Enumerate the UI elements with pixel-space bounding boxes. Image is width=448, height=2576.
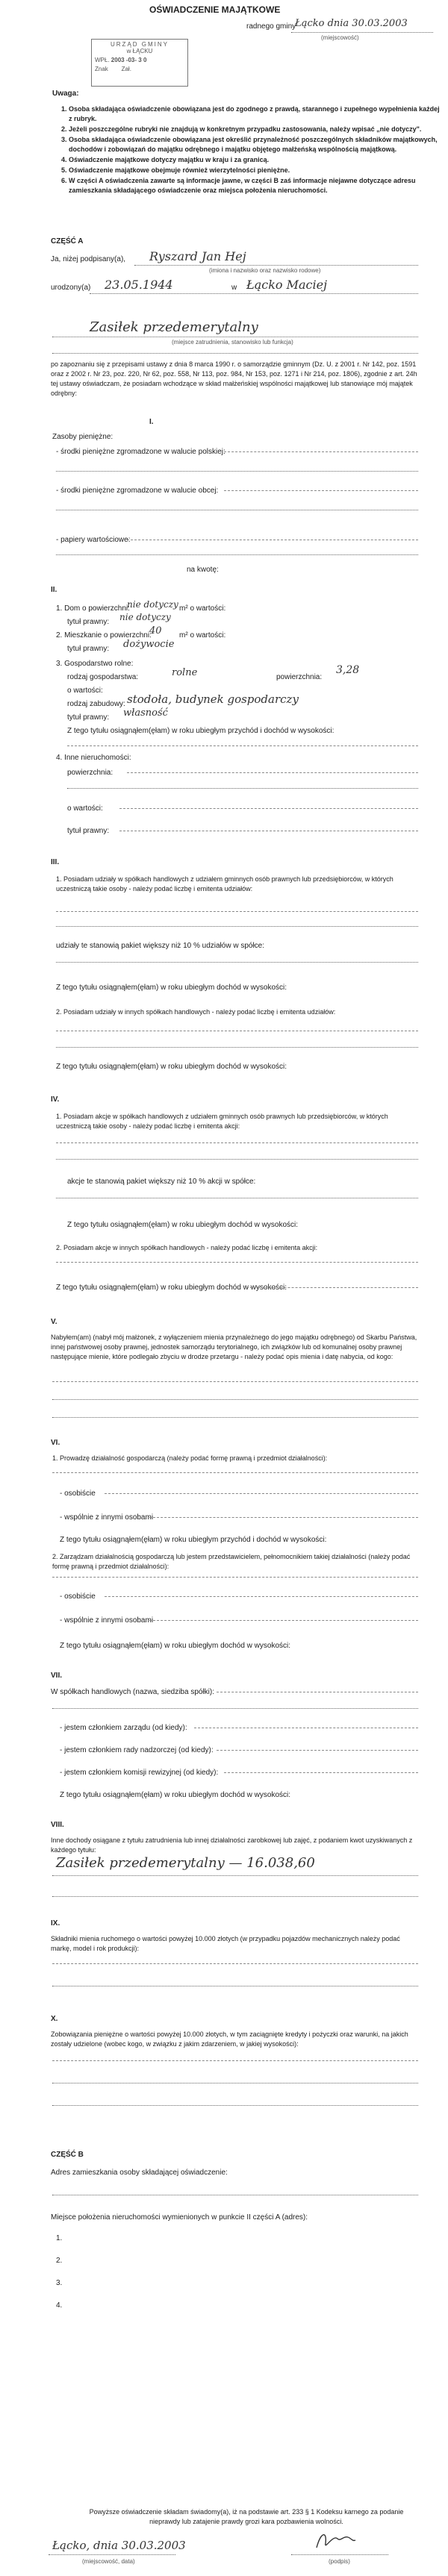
section-3-dochod: Z tego tytułu osiągnąłem(ęłam) w roku ubiegłym dochód w wysokości: <box>56 984 287 992</box>
section-8-handwritten: Zasiłek przedemerytalny — 16.038,60 <box>56 1855 315 1871</box>
uwagi-list <box>52 104 442 196</box>
s6-wspolnie: - wspólnie z innymi osobami <box>60 1513 154 1522</box>
s6-line-2 <box>105 1492 418 1494</box>
uwaga-2: 2. Jeżeli poszczególne rubryki nie znajdują w konkretnym przypadku zastosowania, należy wpisać „nie dotyczy". <box>69 125 442 134</box>
s5-line-2 <box>52 1398 418 1400</box>
signature-scribble <box>314 2528 358 2552</box>
uwaga-1: 1. Osoba składająca oświadczenie obowiązana jest do zgodnego z prawdą, starannego i zupełnego wypełnienia każdej z rubryk. <box>69 104 442 124</box>
s7-dochod: Z tego tytułu osiągnąłem(ęłam) w roku ubiegłym dochód w wysokości: <box>60 1791 291 1799</box>
inne-wartosc-line <box>119 807 418 809</box>
s7-line-2 <box>52 1707 418 1709</box>
s7-rada: - jestem członkiem rady nadzorczej (od kiedy): <box>60 1746 214 1754</box>
uwaga-3: 3. Osoba składająca oświadczenie obowiązana jest określić przynależność poszczególnych składników majątkowych, dochodów i zobowiązań do majątku odrębnego i majątku objętego małżeńską wspólnością majątkową. <box>69 135 442 154</box>
stamp-date: 2003 -03- 3 0 <box>111 57 147 63</box>
section-9-text: Składniki mienia ruchomego o wartości powyżej 10.000 złotych (w przypadku pojazdów mechanicznych należy podać markę, model i rok produkcji): <box>51 1935 400 1952</box>
s4-line-3 <box>56 1197 418 1198</box>
gospodarstwo-label: 3. Gospodarstwo rolne: <box>56 660 134 668</box>
birth-w-label: w <box>231 284 237 292</box>
s6-line-1 <box>52 1472 418 1473</box>
footer-place-label: (miejscowość, data) <box>82 2558 135 2565</box>
s4-line-2 <box>56 1158 418 1160</box>
uwaga-5: 5. Oświadczenie majątkowe obejmuje również wierzytelności pieniężne. <box>69 166 442 175</box>
s7-line-3 <box>194 1727 418 1728</box>
powierzchnia-label: powierzchnia: <box>276 673 323 681</box>
uwaga-4: 4. Oświadczenie majątkowe dotyczy majątku w kraju i za granicą. <box>69 155 442 165</box>
inne-pow-label: powierzchnia: <box>67 769 113 777</box>
section-4-num: IV. <box>51 1095 60 1104</box>
inne-line <box>67 787 418 789</box>
job-line <box>52 336 418 337</box>
rodzaj-handwritten: rolne <box>172 667 198 678</box>
inne-tytul-label: tytuł prawny: <box>67 827 110 835</box>
obcej-line-2 <box>56 509 418 510</box>
uwagi-label: Uwaga: <box>52 90 79 98</box>
birth-place-handwritten: Łącko Maciej <box>246 278 328 292</box>
cb-item-1: 1. <box>56 2234 63 2242</box>
mieszkanie-tytul-label: tytuł prawny: <box>67 645 110 653</box>
cb-item-3: 3. <box>56 2279 63 2287</box>
dom-tytul-label: tytuł prawny: <box>67 618 110 626</box>
czesc-b-miejsce: Miejsce położenia nieruchomości wymienionych w punkcie II części A (adres): <box>51 2213 308 2222</box>
s8-line-1 <box>52 1875 418 1876</box>
section-7-text: W spółkach handlowych (nazwa, siedziba spółki): <box>51 1688 214 1696</box>
job-handwritten: Zasiłek przedemerytalny <box>90 319 258 335</box>
stamp-office: URZĄD GMINY <box>111 41 169 48</box>
papiery-label: - papiery wartościowe: <box>56 536 131 544</box>
s10-line-2 <box>52 2082 418 2083</box>
footer-signature-label: (podpis) <box>329 2558 350 2565</box>
place-line <box>291 31 433 33</box>
s7-line-5 <box>224 1772 418 1773</box>
section-3-p1: 1. Posiadam udziały w spółkach handlowych z udziałem gminnych osób prawnych lub przedsiębiorców, w których uczestniczą takie osoby - należy podać liczbę i emitenta udziałów: <box>56 875 393 892</box>
dom-label: 1. Dom o powierzchni: <box>56 604 130 613</box>
footer-signature-line <box>291 2554 388 2555</box>
section-6-p1: 1. Prowadzę działalność gospodarczą (należy podać formę prawną i przedmiot działalności): <box>52 1454 328 1462</box>
s6-line-5 <box>105 1595 418 1597</box>
dom-area-handwritten: nie dotyczy <box>127 599 178 610</box>
rodzaj-gosp-label: rodzaj gospodarstwa: <box>67 673 139 681</box>
signature <box>314 2528 358 2554</box>
s8-line-2 <box>52 1895 418 1897</box>
section-4-dochod: Z tego tytułu osiągnąłem(ęłam) w roku ubiegłym dochód w wysokości: <box>67 1221 299 1229</box>
powierzchnia-handwritten: 3,28 <box>336 664 360 676</box>
papiery-line-2 <box>56 554 418 555</box>
polskiej-label: - środki pieniężne zgromadzone w walucie polskiej: <box>56 448 225 456</box>
o-wartosci-label: o wartości: <box>67 687 103 695</box>
s3-line-5 <box>56 1046 418 1048</box>
section-1-num: I. <box>149 418 154 426</box>
footer-place-date-handwritten: Łącko, dnia 30.03.2003 <box>52 2539 186 2552</box>
inne-wartosc-label: o wartości: <box>67 804 103 813</box>
footer-date-line <box>49 2554 175 2555</box>
s9-line-2 <box>52 1985 418 1986</box>
mieszkanie-area-handwritten: 40 <box>149 625 162 637</box>
cb-item-4: 4. <box>56 2301 63 2310</box>
name-hint: (imiona i nazwisko oraz nazwisko rodowe) <box>209 267 321 274</box>
s6-line-6 <box>149 1619 418 1621</box>
czesc-b-adres: Adres zamieszkania osoby składającej oświadczenie: <box>51 2169 228 2177</box>
section-9-num: IX. <box>51 1919 60 1928</box>
gosp-dochod-label: Z tego tytułu osiągnąłem(ęłam) w roku ubiegłym przychód i dochód w wysokości: <box>67 727 335 735</box>
obcej-line <box>224 490 418 491</box>
section-10-num: X. <box>51 2015 58 2023</box>
s10-line-1 <box>52 2060 418 2061</box>
inne-label: 4. Inne nieruchomości: <box>56 754 131 762</box>
s6-osobiscie: - osobiście <box>60 1489 96 1498</box>
urodzony-label: urodzony(a) <box>51 284 91 292</box>
section-5-num: V. <box>51 1318 57 1326</box>
gosp-tytul-handwritten: własność <box>123 707 168 719</box>
section-4-pakiet: akcje te stanowią pakiet większy niż 10 % akcji w spółce: <box>67 1178 256 1186</box>
s7-line-4 <box>217 1749 418 1751</box>
birth-line <box>90 293 418 294</box>
stamp-town: w ŁĄCKU <box>126 48 153 54</box>
job-hint: (miejsce zatrudnienia, stanowisko lub funkcja) <box>172 339 293 346</box>
name-handwritten: Ryszard Jan Hej <box>149 249 246 263</box>
cb-line-1 <box>52 2194 418 2195</box>
polskiej-line-2 <box>56 470 418 472</box>
czesc-a-label: CZĘŚĆ A <box>51 237 84 246</box>
s9-line-1 <box>52 1963 418 1964</box>
job-line-2 <box>52 352 418 354</box>
radnego-gminy-label: radnego gminy <box>246 22 296 31</box>
s6-dochod: Z tego tytułu osiągnąłem(ęłam) w roku ubiegłym przychód i dochód w wysokości: <box>60 1536 327 1544</box>
document-title: OŚWIADCZENIE MAJĄTKOWE <box>149 4 281 15</box>
s7-line-1 <box>217 1691 418 1692</box>
s6-line-4 <box>52 1576 418 1578</box>
inne-tytul-line <box>119 830 418 831</box>
legal-text: po zapoznaniu się z przepisami ustawy z dnia 8 marca 1990 r. o samorządzie gminnym (Dz. U. z 2001 r. Nr 142, poz. 1591 oraz z 2002 r. Nr 23, poz. 220, Nr 62, poz. 558, Nr 113, poz. 984, Nr 153, poz. 1271 i Nr 214, poz. 1806), zgodnie z art. 24h tej ustawy oświadczam, że posiadam wchodzące w skład małżeńskiej wspólności majątkowej lub stanowiące mój majątek odrębny: <box>51 360 417 397</box>
gosp-dochod-line <box>67 745 418 746</box>
stamp-znak: Znak <box>95 66 108 72</box>
section-7-num: VII. <box>51 1672 63 1680</box>
czesc-b-label: CZĘŚĆ B <box>51 2151 84 2159</box>
section-4-p1: 1. Posiadam akcje w spółkach handlowych z udziałem gminnych osób prawnych lub przedsiębiorców, w których uczestniczą takie osoby - należy podać liczbę i emitenta akcji: <box>56 1113 388 1130</box>
s4-line-1 <box>56 1142 418 1143</box>
s10-line-3 <box>52 2104 418 2106</box>
ja-nizej-label: Ja, niżej podpisany(a), <box>51 255 126 263</box>
place-label: (miejscowość) <box>321 34 359 41</box>
s5-line-1 <box>52 1381 418 1382</box>
gosp-tytul-label: tytuł prawny: <box>67 713 110 722</box>
stamp-zal: Zał. <box>121 66 131 72</box>
s4-line-5 <box>246 1287 418 1288</box>
s4-line-4 <box>56 1261 418 1263</box>
s7-komisja: - jestem członkiem komisji rewizyjnej (od kiedy): <box>60 1769 219 1777</box>
s3-line-1 <box>56 910 418 912</box>
section-5-text: Nabyłem(am) (nabył mój małżonek, z wyłączeniem mienia przynależnego do jego majątku odrębnego) od Skarbu Państwa, innej państwowej osoby prawnej, jednostek samorządu terytorialnego, ich związków lub od komunalnej osoby prawnej następujące mienie, które podlegało zbyciu w drodze przetargu - należy podać opis mienia i datę nabycia, od kogo: <box>51 1334 417 1360</box>
birth-date-handwritten: 23.05.1944 <box>105 278 173 292</box>
papiery-line <box>127 539 418 540</box>
section-3-num: III. <box>51 858 60 866</box>
s6-dochod2: Z tego tytułu osiągnąłem(ęłam) w roku ubiegłym dochód w wysokości: <box>60 1642 291 1650</box>
footer-statement: Powyższe oświadczenie składam świadomy(a), iż na podstawie art. 233 § 1 Kodeksu karnego za podanie nieprawdy lub zatajenie prawdy grozi kara pozbawienia wolności. <box>89 2508 404 2525</box>
mieszkanie-tytul-handwritten: dożywocie <box>123 639 175 650</box>
zasoby-label: Zasoby pieniężne: <box>52 433 113 441</box>
polskiej-line <box>224 451 418 452</box>
section-8-text: Inne dochody osiągane z tytułu zatrudnienia lub innej działalności zarobkowej lub zajęć, z podaniem kwot uzyskiwanych z każdego tytułu: <box>51 1836 413 1854</box>
rodzaj-zabudowy-label: rodzaj zabudowy: <box>67 700 125 708</box>
dom-m2-label: m² o wartości: <box>179 604 226 613</box>
section-3-dochod2: Z tego tytułu osiągnąłem(ęłam) w roku ubiegłym dochód w wysokości: <box>56 1063 287 1071</box>
section-10-text: Zobowiązania pieniężne o wartości powyżej 10.000 złotych, w tym zaciągnięte kredyty i pożyczki oraz warunki, na jakich zostały udzielone (wobec kogo, w związku z jakim zdarzeniem, w jakiej wysokości): <box>51 2031 408 2048</box>
obcej-label: - środki pieniężne zgromadzone w walucie obcej: <box>56 487 219 495</box>
cb-item-2: 2. <box>56 2257 63 2265</box>
zabudowa-handwritten: stodoła, budynek gospodarczy <box>127 693 299 706</box>
section-3-pakiet: udziały te stanowią pakiet większy niż 10 % udziałów w spółce: <box>56 942 265 950</box>
section-4-dochod2: Z tego tytułu osiągnąłem(ęłam) w roku ubiegłym dochód w wysokości: <box>56 1284 287 1292</box>
name-line <box>134 264 418 266</box>
inne-pow-line <box>127 772 418 773</box>
s3-line-2 <box>56 925 418 927</box>
section-6-p2: 2. Zarządzam działalnością gospodarczą lub jestem przedstawicielem, pełnomocnikiem takiej działalności (należy podać formę prawną i przedmiot działalności): <box>52 1553 411 1570</box>
s6-osobiscie2: - osobiście <box>60 1592 96 1601</box>
registry-stamp <box>91 39 188 87</box>
s7-zarzad: - jestem członkiem zarządu (od kiedy): <box>60 1724 187 1732</box>
gmina-handwritten: Łącko dnia 30.03.2003 <box>295 18 408 29</box>
section-2-num: II. <box>51 586 57 594</box>
s6-line-3 <box>149 1516 418 1518</box>
s3-line-3 <box>56 961 418 963</box>
dom-tytul-handwritten: nie dotyczy <box>119 612 171 622</box>
s3-line-4 <box>56 1030 418 1031</box>
stamp-wpl: WPŁ. <box>95 57 110 63</box>
s6-wspolnie2: - wspólnie z innymi osobami <box>60 1616 154 1625</box>
section-3-p2: 2. Posiadam udziały w innych spółkach handlowych - należy podać liczbę i emitenta udziałów: <box>56 1008 336 1016</box>
section-8-num: VIII. <box>51 1821 64 1829</box>
section-4-p2: 2. Posiadam akcje w innych spółkach handlowych - należy podać liczbę i emitenta akcji: <box>56 1244 318 1251</box>
section-6-num: VI. <box>51 1439 60 1447</box>
mieszkanie-m2-label: m² o wartości: <box>179 631 226 640</box>
s5-line-3 <box>52 1416 418 1418</box>
na-kwote-label: na kwotę: <box>187 566 219 574</box>
mieszkanie-label: 2. Mieszkanie o powierzchni: <box>56 631 152 640</box>
uwaga-6: 6. W części A oświadczenia zawarte są informacje jawne, w części B zaś informacje niejawne dotyczące adresu zamieszkania składającego oświadczenie oraz miejsca położenia nieruchomości. <box>69 176 442 196</box>
